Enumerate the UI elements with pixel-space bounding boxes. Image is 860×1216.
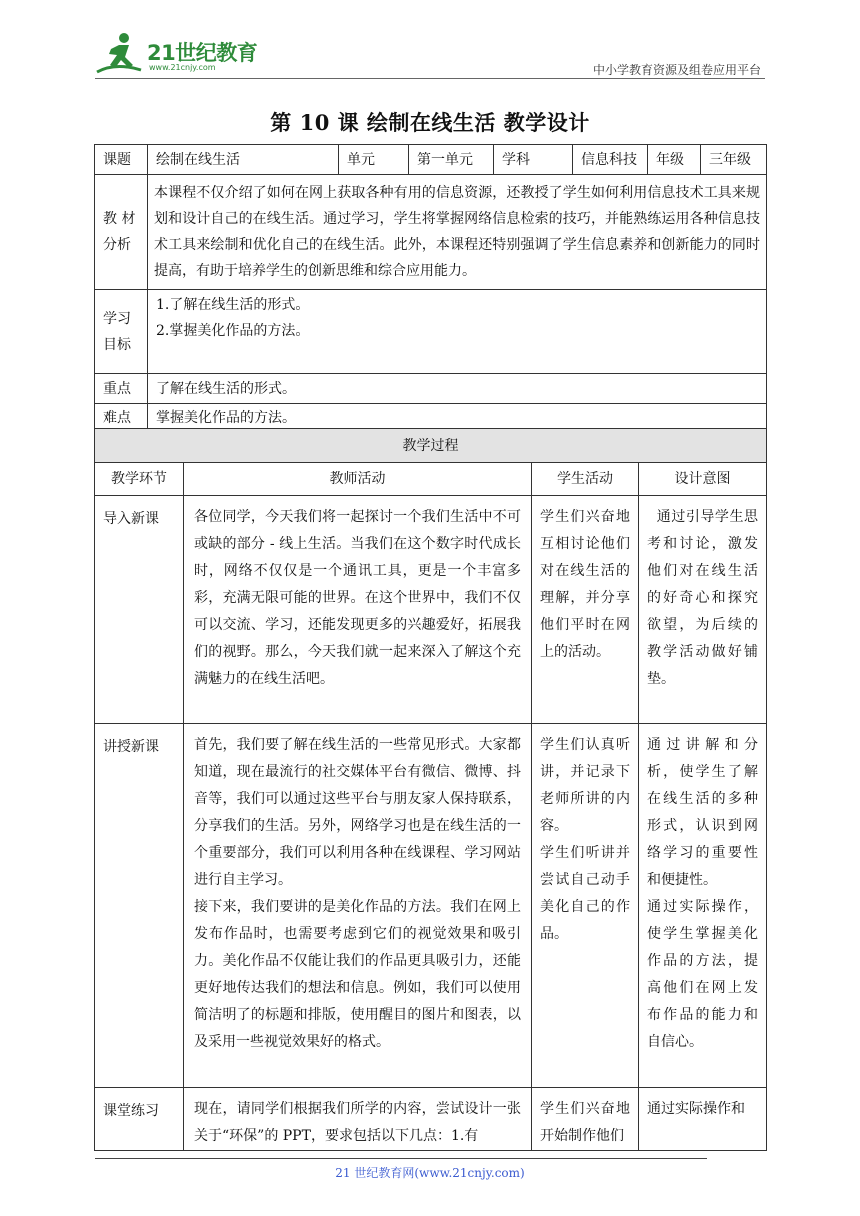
goals-list xyxy=(148,290,767,374)
design-intent xyxy=(639,496,767,724)
student-paragraph: 学生们兴奋地开始制作他们 xyxy=(540,1101,630,1144)
lesson-info-table xyxy=(94,144,767,433)
teacher-activity xyxy=(184,724,532,1088)
intent-paragraph: 通过讲解和分析，使学生了解在线生活的多种形式，认识到网络学习的重要性和便捷性。 xyxy=(647,737,758,888)
goals-label xyxy=(95,290,148,374)
page-title: 第 10 课 绘制在线生活 教学设计 xyxy=(270,110,590,135)
teacher-paragraph: 首先，我们要了解在线生活的一些常见形式。大家都知道，现在最流行的社交媒体平台有微信、微博、抖音等，我们可以通过这些平台与朋友家人保持联系，分享我们的生活。另外，网络学习也是在线生活的一个重要部分，我们可以利用各种在线课程、学习网站进行自主学习。 xyxy=(194,737,521,888)
process-row-practice xyxy=(95,1088,767,1151)
design-intent xyxy=(639,1088,767,1151)
student-activity xyxy=(532,496,639,724)
goals-label-line-1: 学习 xyxy=(103,310,131,327)
logo-url: www.21cnjy.com xyxy=(149,63,216,72)
footer-link[interactable]: 21 世纪教育网(www.21cnjy.com) xyxy=(335,1166,525,1180)
student-paragraph: 学生们听讲并尝试自己动手美化自己的作品。 xyxy=(540,845,630,942)
info-row-key xyxy=(95,374,767,404)
stage-name: 讲授新课 xyxy=(95,724,184,1088)
logo-text: 21世纪教育 xyxy=(147,41,258,65)
teacher-paragraph: 接下来，我们要讲的是美化作品的方法。我们在网上发布作品时，也需要考虑到它们的视觉效果和吸引力。美化作品不仅能让我们的作品更具吸引力，还能更好地传达我们的想法和信息。例如，我们可以使用简洁明了的标题和排版，使用醒目的图片和图表，以及采用一些视觉效果好的格式。 xyxy=(194,899,521,1050)
student-paragraph: 学生们兴奋地互相讨论他们对在线生活的理解，并分享他们平时在网上的活动。 xyxy=(540,509,630,660)
goals-label-line-2: 目标 xyxy=(103,336,131,353)
process-header-row xyxy=(95,463,767,496)
goal-item: 1.了解在线生活的形式。 xyxy=(156,297,310,313)
subject-label: 学科 xyxy=(494,145,573,175)
intent-paragraph: 通过实际操作和 xyxy=(647,1101,745,1117)
student-activity xyxy=(532,1088,639,1151)
unit-label: 单元 xyxy=(339,145,409,175)
info-row-analysis xyxy=(95,175,767,290)
platform-name: 中小学教育资源及组卷应用平台 xyxy=(592,63,761,77)
topic-label: 课题 xyxy=(95,145,148,175)
goal-item: 2.掌握美化作品的方法。 xyxy=(156,323,310,339)
teacher-paragraph: 现在，请同学们根据我们所学的内容，尝试设计一张关于“环保”的 PPT，要求包括以下几点：1.有 xyxy=(194,1101,521,1144)
analysis-label-line-2: 分析 xyxy=(103,237,131,253)
page-header xyxy=(95,28,765,80)
student-activity xyxy=(532,724,639,1088)
stage-name: 课堂练习 xyxy=(95,1088,184,1151)
subject-value: 信息科技 xyxy=(573,145,648,175)
header-intent: 设计意图 xyxy=(639,463,767,496)
process-row-lecture xyxy=(95,724,767,1088)
key-text: 了解在线生活的形式。 xyxy=(148,374,767,404)
student-paragraph: 学生们认真听讲，并记录下老师所讲的内容。 xyxy=(540,737,630,834)
running-man-icon xyxy=(95,32,145,76)
design-intent xyxy=(639,724,767,1088)
key-label: 重点 xyxy=(95,374,148,404)
process-banner-row xyxy=(95,429,767,463)
difficulty-text: 掌握美化作品的方法。 xyxy=(148,404,767,433)
process-row-intro xyxy=(95,496,767,724)
stage-name: 导入新课 xyxy=(95,496,184,724)
header-teacher: 教师活动 xyxy=(184,463,532,496)
teacher-paragraph: 各位同学，今天我们将一起探讨一个我们生活中不可或缺的部分 - 线上生活。当我们在这个数字时代成长时，网络不仅仅是一个通讯工具，更是一个丰富多彩，充满无限可能的世界。在这个世界中，我们不仅可以交流、学习，还能发现更多的兴趣爱好，拓展我们的视野。那么，今天我们就一起来深入了解这个充满魅力的在线生活吧。 xyxy=(194,509,521,687)
teacher-activity xyxy=(184,496,532,724)
footer-divider xyxy=(95,1158,707,1159)
teacher-activity xyxy=(184,1088,532,1151)
header-student: 学生活动 xyxy=(532,463,639,496)
unit-value: 第一单元 xyxy=(409,145,494,175)
site-logo[interactable] xyxy=(95,32,265,76)
process-banner: 教学过程 xyxy=(95,429,767,463)
topic-value: 绘制在线生活 xyxy=(148,145,339,175)
header-stage: 教学环节 xyxy=(95,463,184,496)
teaching-process-table xyxy=(94,428,767,1151)
analysis-label xyxy=(95,175,148,290)
analysis-text: 本课程不仅介绍了如何在网上获取各种有用的信息资源，还教授了学生如何利用信息技术工具来规划和设计自己的在线生活。通过学习，学生将掌握网络信息检索的技巧，并能熟练运用各种信息技术工具来绘制和优化自己的在线生活。此外，本课程还特别强调了学生信息素养和创新能力的同时提高，有助于培养学生的创新思维和综合应用能力。 xyxy=(148,175,767,290)
intent-paragraph: 通过实际操作，使学生掌握美化作品的方法，提高他们在网上发布作品的能力和自信心。 xyxy=(647,899,758,1050)
grade-value: 三年级 xyxy=(701,145,767,175)
analysis-label-line-1: 教 材 xyxy=(103,211,136,227)
info-row-goals xyxy=(95,290,767,374)
intent-paragraph: 通过引导学生思考和讨论，激发他们对在线生活的好奇心和探究欲望，为后续的教学活动做好铺垫。 xyxy=(647,509,758,687)
header-divider xyxy=(95,78,765,79)
difficulty-label: 难点 xyxy=(95,404,148,433)
grade-label: 年级 xyxy=(648,145,701,175)
info-row-topic xyxy=(95,145,767,175)
